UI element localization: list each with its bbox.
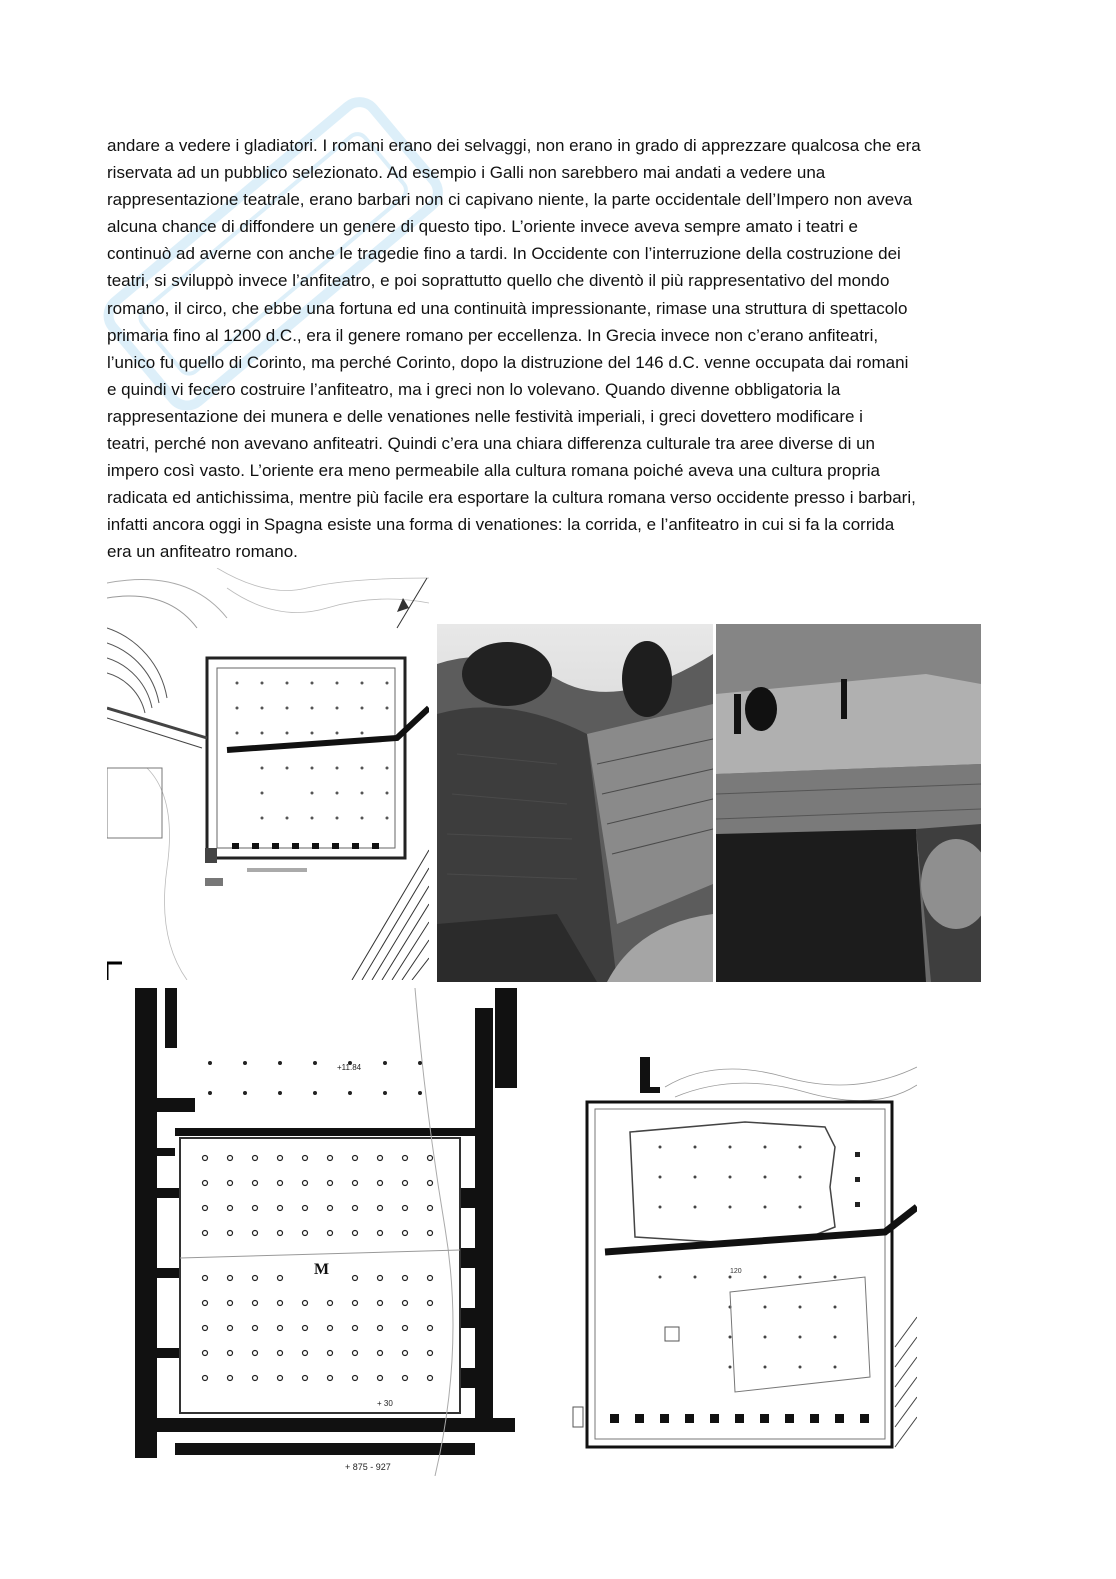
ruins-photo-figure [437,624,713,982]
paragraph-line: riservata ad un pubblico selezionato. Ad esempio i Galli non sarebbero mai andati a vedere una [107,163,826,183]
paragraph-line: teatri, si sviluppò invece l’anfiteatro, e poi soprattutto quello che diventò il più rappresentativo del mondo [107,271,890,291]
paragraph-line: era un anfiteatro romano. [107,542,298,562]
paragraph-line: primaria fino al 1200 d.C., era il genere romano per eccellenza. In Grecia invece non c’erano anfiteatri, [107,325,879,345]
plan-label-m: M [314,1261,330,1278]
paragraph-line: radicata ed antichissima, mentre più facile era esportare la cultura romana verso occidente presso i barbari, [107,488,916,508]
paragraph-line: e quindi vi fecero costruire l’anfiteatro, ma i greci non lo volevano. Quando divenne obbligatoria la [107,379,841,399]
paragraph-line: romano, il circo, che ebbe una fortuna ed una continuità impressionante, rimase una struttura di spettacolo [107,298,908,318]
paragraph-line: alcuna chance di diffondere un genere di questo tipo. L’oriente invece aveva sempre amato i teatri e [107,217,859,237]
paragraph-line: rappresentazione dei munera e delle venationes nelle festività imperiali, i greci dovettero modificare i [107,406,863,426]
paragraph-line: teatri, perché non avevano anfiteatri. Quindi c’era una chiara differenza culturale tra aree diverse di un [107,434,875,454]
enclosure-plan-figure [565,1047,917,1470]
paragraph-line: continuò ad averne con anche le tragedie fino a tardi. In Occidente con l’interruzione della costruzione dei [107,244,901,264]
plan-range-label: + 875 - 927 [345,1462,391,1472]
paragraph-line: andare a vedere i gladiatori. I romani erano dei selvaggi, non erano in grado di apprezzare qualcosa che era [107,136,921,155]
column-plan-figure [115,988,525,1476]
plan-elevation-label: 120 [730,1268,742,1275]
site-plan-figure [107,568,429,980]
paragraph-line: impero così vasto. L’oriente era meno permeabile alla cultura romana poiché aveva una cultura propria [107,461,880,481]
paragraph-line: rappresentazione teatrale, erano barbari non ci capivano niente, la parte occidentale dell’Impero non aveva [107,190,913,210]
paragraph-line: l’unico fu quello di Corinto, ma perché Corinto, dopo la distruzione del 146 d.C. venne occupata dai romani [107,352,909,372]
plan-elevation-top: +11.84 [337,1063,362,1072]
wall-photo-figure [716,624,981,982]
body-paragraph [107,132,1012,566]
paragraph-line: infatti ancora oggi in Spagna esiste una forma di venationes: la corrida, e l’anfiteatro in cui si fa la corrida [107,515,895,535]
plan-elevation-bottom: + 30 [377,1399,393,1408]
